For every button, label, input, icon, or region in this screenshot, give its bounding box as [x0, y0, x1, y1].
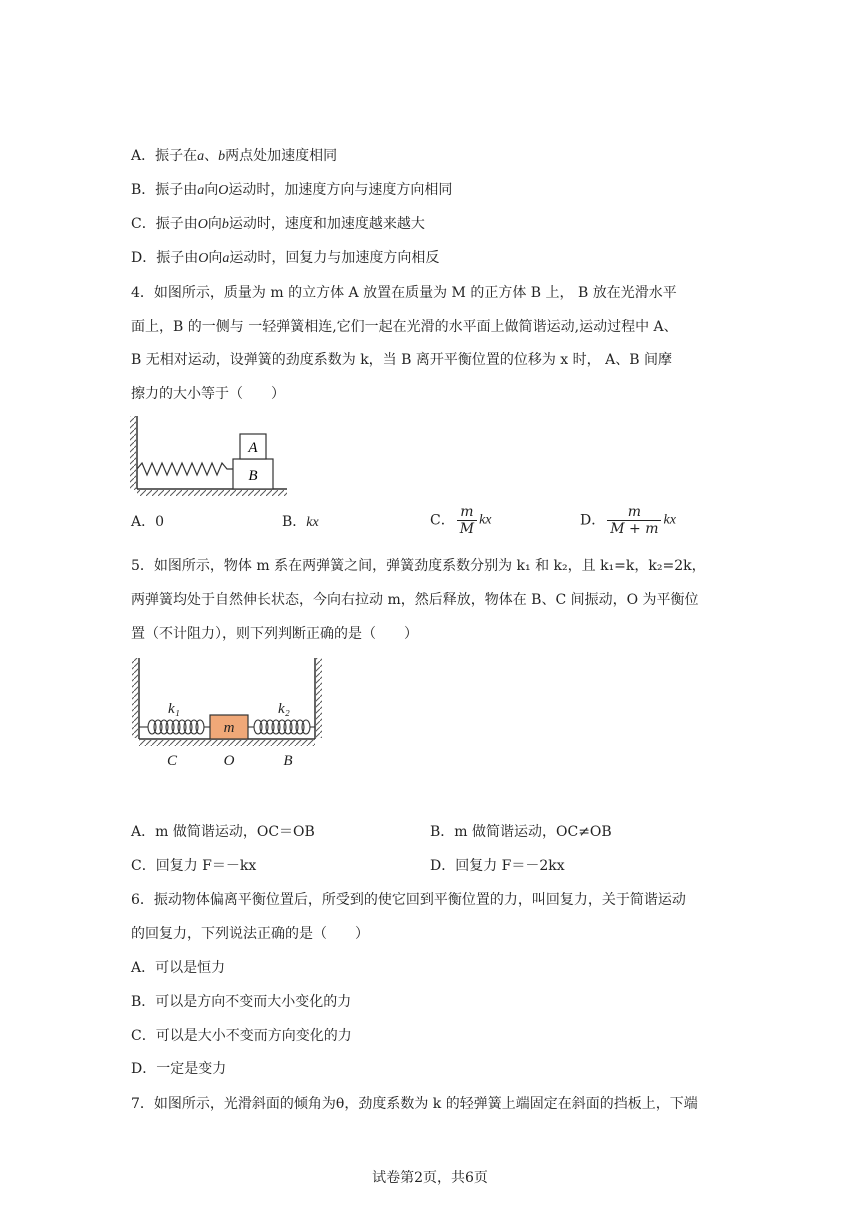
q5-option-c: C．回复力 F＝－kx: [131, 858, 257, 874]
q3-b-var1: a: [197, 183, 205, 198]
q3-option-d: [131, 248, 439, 269]
q4-stem-line2: 面上，B 的一侧与 一轻弹簧相连,它们一起在光滑的水平面上做简谐运动,运动过程中 A、: [131, 319, 678, 335]
q4-d-tail: kx: [663, 512, 676, 528]
q3-d-var1: O: [198, 251, 209, 266]
q6-option-a: A．可以是恒力: [131, 960, 226, 976]
q5-label-o: O: [223, 753, 235, 769]
q3-option-b: [131, 180, 452, 201]
q5-option-a: A．m 做简谐运动，OC＝OB: [131, 824, 315, 840]
q3-d-var2: a: [222, 251, 230, 266]
q4-d-label: D．: [580, 512, 606, 529]
q4-c-numerator: m: [457, 504, 477, 521]
q3-c-var1: O: [197, 217, 208, 232]
q6-stem-line1: 6．振动物体偏离平衡位置后，所受到的使它回到平衡位置的力，叫回复力，关于简谐运动: [131, 892, 686, 908]
q4-a-label: A．: [131, 514, 156, 530]
q6-stem-line2: 的回复力，下列说法正确的是（ ）: [131, 926, 369, 942]
q5-spring-right: [248, 720, 315, 734]
q4-option-c: [430, 504, 492, 537]
page-footer: 试卷第2页，共6页: [372, 1170, 488, 1186]
q5-stem-line3: 置（不计阻力），则下列判断正确的是（ ）: [131, 626, 418, 642]
q5-spring-left: [139, 720, 210, 734]
q3-option-a: [131, 146, 337, 167]
q6-option-c: C．可以是大小不变而方向变化的力: [131, 1028, 352, 1044]
q4-spring-block-figure: [128, 412, 292, 496]
q4-c-tail: kx: [479, 512, 492, 528]
q3-d-text3: 运动时，回复力与加速度方向相反: [229, 250, 440, 266]
q3-b-text2: 向: [204, 182, 219, 198]
q4-c-denominator: M: [459, 521, 475, 537]
q5-label-m: m: [223, 720, 235, 736]
q3-c-text2: 向: [207, 216, 222, 232]
q5-label-b: B: [283, 753, 293, 769]
q4-a-value: 0: [155, 514, 165, 530]
q4-stem-line1: 4．如图所示，质量为 m 的立方体 A 放置在质量为 M 的正方体 B 上， B 放在光滑水平: [131, 285, 677, 301]
q3-c-text1: C．振子由: [131, 216, 198, 232]
q4-c-fraction: [457, 504, 477, 537]
q5-option-b: B．m 做简谐运动，OC≠OB: [430, 824, 612, 840]
q3-option-c: [131, 214, 425, 235]
q4-b-value: kx: [306, 515, 319, 530]
q4-stem-line3: B 无相对运动，设弹簧的劲度系数为 k，当 B 离开平衡位置的位移为 x 时， A、B 间摩: [131, 352, 672, 368]
q5-label-k1: k₁: [168, 701, 180, 717]
q3-c-text3: 运动时，速度和加速度越来越大: [228, 216, 425, 232]
q4-option-a: [131, 512, 164, 532]
q3-c-var2: b: [221, 217, 229, 232]
q4-d-denominator: M + m: [610, 521, 659, 537]
q4-b-label: B．: [282, 514, 307, 530]
q3-b-var2: O: [218, 183, 229, 198]
q6-option-b: B．可以是方向不变而大小变化的力: [131, 994, 352, 1010]
q4-option-d: [580, 504, 676, 537]
q4-d-numerator: m: [607, 504, 661, 521]
q3-a-var2: b: [218, 149, 226, 164]
q5-stem-line2: 两弹簧均处于自然伸长状态，今向右拉动 m，然后释放，物体在 B、C 间振动，O 为平衡位: [131, 592, 699, 608]
q3-a-text3: 两点处加速度相同: [225, 148, 338, 164]
q3-b-text3: 运动时，加速度方向与速度方向相同: [228, 182, 453, 198]
q6-option-d: D．一定是变力: [131, 1061, 227, 1077]
q4-option-b: [282, 512, 319, 533]
q3-a-text1: A．振子在: [131, 148, 198, 164]
q3-b-text1: B．振子由: [131, 182, 198, 198]
q3-d-text2: 向: [208, 250, 223, 266]
q4-stem-line4: 擦力的大小等于（ ）: [131, 386, 285, 402]
q3-d-text1: D．振子由: [131, 250, 199, 266]
q5-label-c: C: [166, 753, 178, 769]
q4-c-label: C．: [430, 512, 455, 529]
q4-label-b: B: [248, 468, 258, 484]
q5-option-d: D．回复力 F＝－2kx: [430, 858, 565, 874]
q5-label-k2: k₂: [278, 701, 290, 717]
q4-label-a: A: [248, 440, 258, 456]
q7-stem-line1: 7．如图所示，光滑斜面的倾角为θ，劲度系数为 k 的轻弹簧上端固定在斜面的挡板上，下端: [131, 1096, 698, 1112]
q3-a-var1: a: [197, 149, 205, 164]
q4-spring: [137, 463, 233, 475]
q5-stem-line1: 5．如图所示，物体 m 系在两弹簧之间，弹簧劲度系数分别为 k₁ 和 k₂，且 k₁=k，k₂=2k，: [131, 558, 706, 574]
q3-a-text2: 、: [204, 148, 219, 164]
q5-two-spring-figure: [128, 655, 328, 770]
q4-d-fraction: [607, 504, 661, 537]
